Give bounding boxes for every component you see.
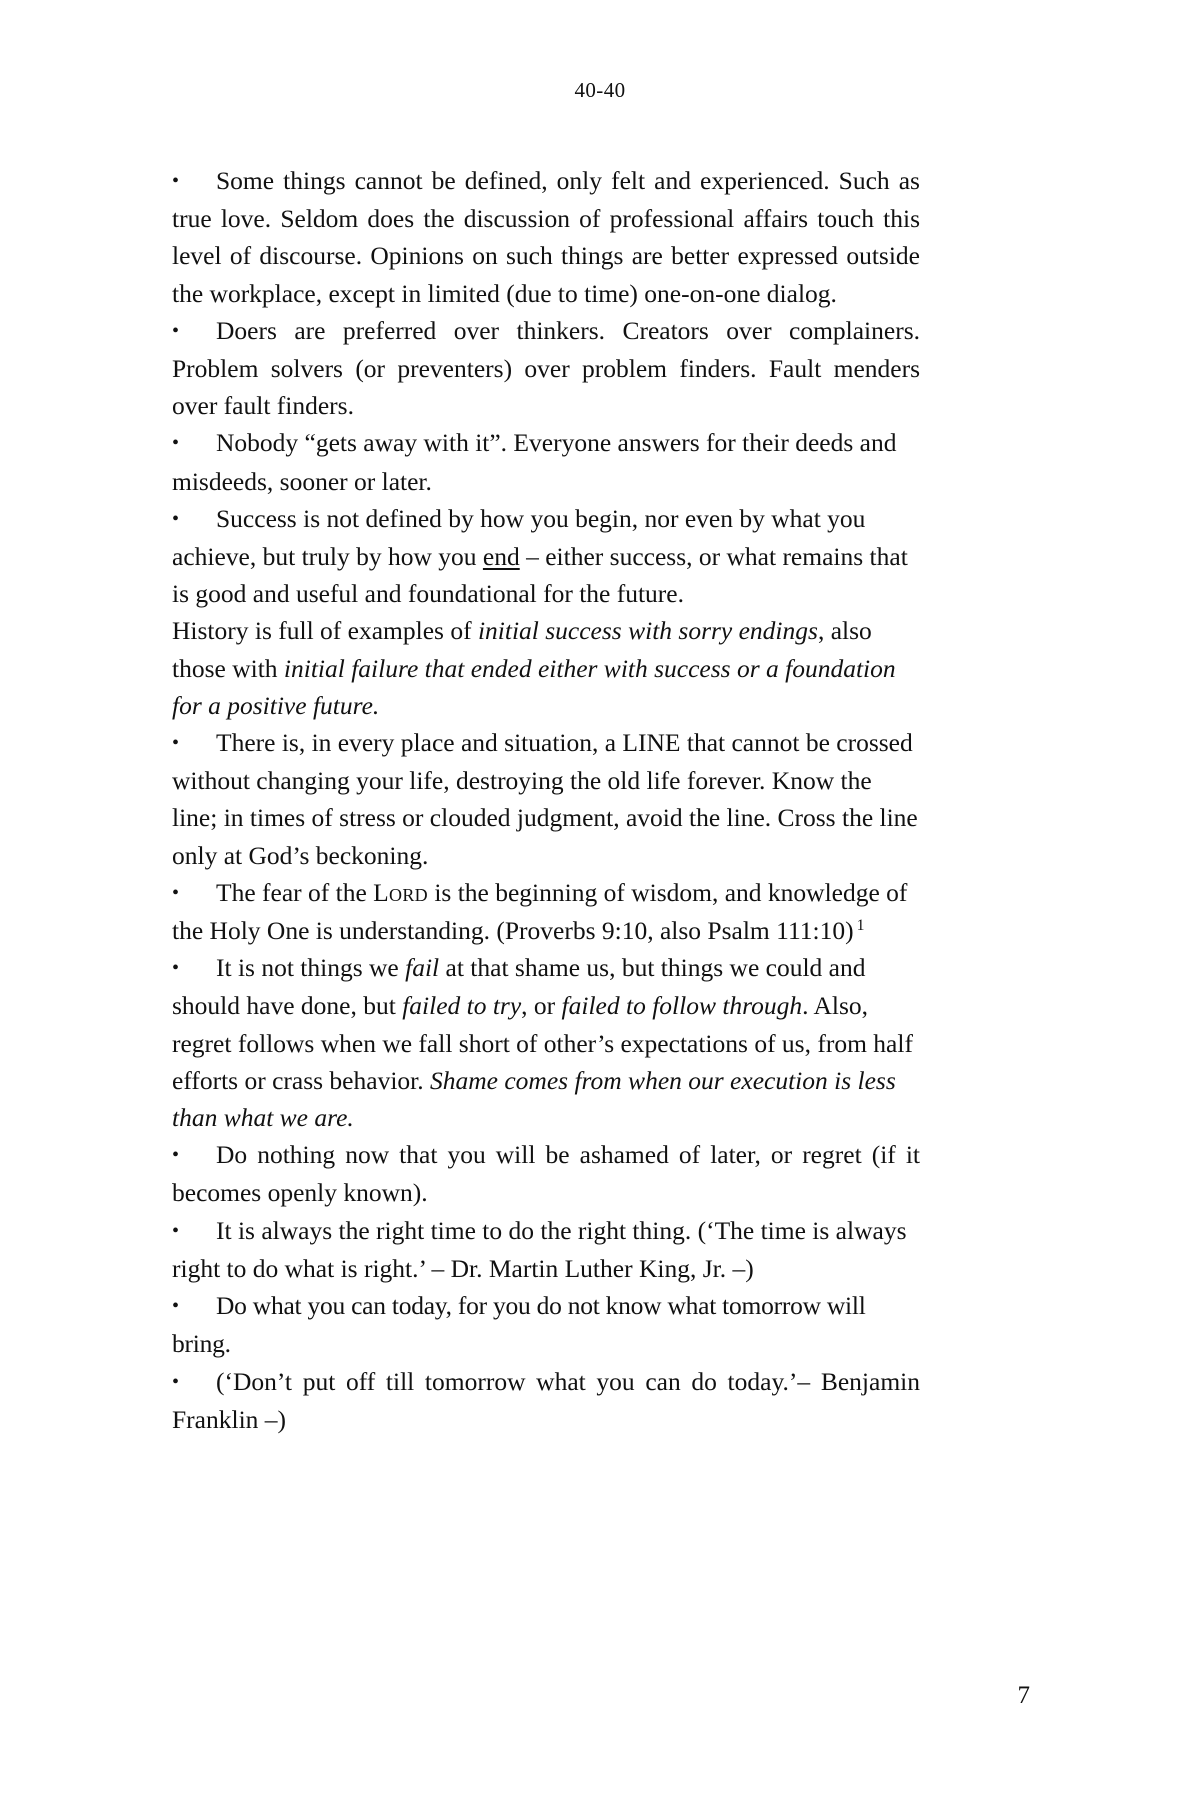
bullet-11-text: (‘Don’t put off till tomorrow what you can do today.’– Benjamin Franklin –) xyxy=(172,1366,920,1434)
history-italic-2: initial failure that ended either with success or a foundation for a positive future. xyxy=(172,653,896,720)
bullet-icon: • xyxy=(172,881,180,904)
bullet-7-text-part-4: . Also, regret follows when we fall short of other’s expectations of us, from half efforts or crass behavior. xyxy=(172,991,913,1095)
bullet-6-text-part-2: is the beginning of wisdom, and knowledge of the Holy One is understanding. (Proverbs 9:10, also Psalm 111:10) xyxy=(172,877,908,946)
bullet-icon: • xyxy=(172,432,180,455)
bullet-icon: • xyxy=(172,170,180,192)
bullet-7-text-part-3: , or xyxy=(521,991,562,1021)
history-italic-1: initial success with sorry endings xyxy=(477,616,818,646)
bullet-paragraph-10 xyxy=(172,1287,920,1362)
bullet-paragraph-5 xyxy=(172,724,920,874)
bullet-8-text: Do nothing now that you will be ashamed of later, or regret (if it becomes openly known). xyxy=(172,1140,920,1208)
bullet-paragraph-6 xyxy=(172,874,920,949)
bullet-4-emphasis-end: end xyxy=(482,542,520,572)
paragraph-history xyxy=(172,612,920,724)
divine-name-smallcaps: Lord xyxy=(373,877,428,907)
bullet-paragraph-4 xyxy=(172,500,920,613)
bullet-paragraph-7 xyxy=(172,949,920,1136)
bullet-4-text-part-2: – either success, or what remains that is good and useful and foundational for the future. xyxy=(172,542,908,609)
bullet-icon: • xyxy=(172,1219,180,1242)
bullet-3-text: Nobody “gets away with it”. Everyone answers for their deeds and misdeeds, sooner or later. xyxy=(172,428,897,496)
bullet-icon: • xyxy=(172,1370,180,1393)
bullet-7-italic-2: failed to try xyxy=(402,991,522,1021)
bullet-icon: • xyxy=(172,1295,179,1318)
history-text-part-2: , also those with xyxy=(172,616,872,683)
bullet-icon: • xyxy=(172,1144,180,1167)
bullet-7-italic-4: Shame comes from when our execution is less than what we are. xyxy=(172,1065,896,1133)
bullet-icon: • xyxy=(172,507,180,530)
bullet-1-text: Some things cannot be defined, only felt and experienced. Such as true love. Seldom does the discussion of professional affairs touch this level of discourse. Opinions on such things are better expressed outside the workplace, except in limited (due to time) one-on-one dialog. xyxy=(172,166,920,308)
bullet-10-text: Do what you can today, for you do not know what tomorrow will bring. xyxy=(172,1291,866,1359)
bullet-paragraph-1 xyxy=(172,162,920,312)
bullet-7-italic-1: fail xyxy=(405,953,440,983)
bullet-icon: • xyxy=(172,732,180,755)
bullet-paragraph-9 xyxy=(172,1212,920,1287)
running-head: 40-40 xyxy=(574,78,626,102)
page-number: 7 xyxy=(1017,1682,1030,1709)
bullet-paragraph-3 xyxy=(172,424,920,499)
bullet-7-text-part-1: It is not things we xyxy=(216,953,406,983)
bullet-paragraph-11 xyxy=(172,1363,920,1438)
bullet-paragraph-2 xyxy=(172,312,920,425)
bullet-9-text: It is always the right time to do the right thing. (‘The time is always right to do what is right.’ – Dr. Martin Luther King, Jr. –) xyxy=(172,1215,907,1283)
history-text-part-1: History is full of examples of xyxy=(172,616,478,646)
bullet-4-text-part-1: Success is not defined by how you begin, nor even by what you achieve, but truly by how you xyxy=(172,503,866,572)
bullet-5-text: There is, in every place and situation, a LINE that cannot be crossed without changing your life, destroying the old life forever. Know the line; in times of stress or clouded judgment, avoid the line. Cross the line only at God’s beckoning. xyxy=(172,728,918,870)
bullet-paragraph-8 xyxy=(172,1136,920,1211)
bullet-7-text-part-2: at that shame us, but things we could and should have done, but xyxy=(172,953,866,1021)
bullet-7-italic-3: failed to follow through xyxy=(561,991,803,1021)
bullet-icon: • xyxy=(172,319,180,342)
text-column xyxy=(172,162,920,1438)
bullet-2-text: Doers are preferred over thinkers. Creators over complainers. Problem solvers (or preventers) over problem finders. Fault menders over fault finders. xyxy=(172,315,920,421)
bullet-6-text-part-1: The fear of the xyxy=(216,877,374,907)
footnote-reference-marker[interactable]: 1 xyxy=(856,916,865,934)
bullet-icon: • xyxy=(172,957,180,980)
